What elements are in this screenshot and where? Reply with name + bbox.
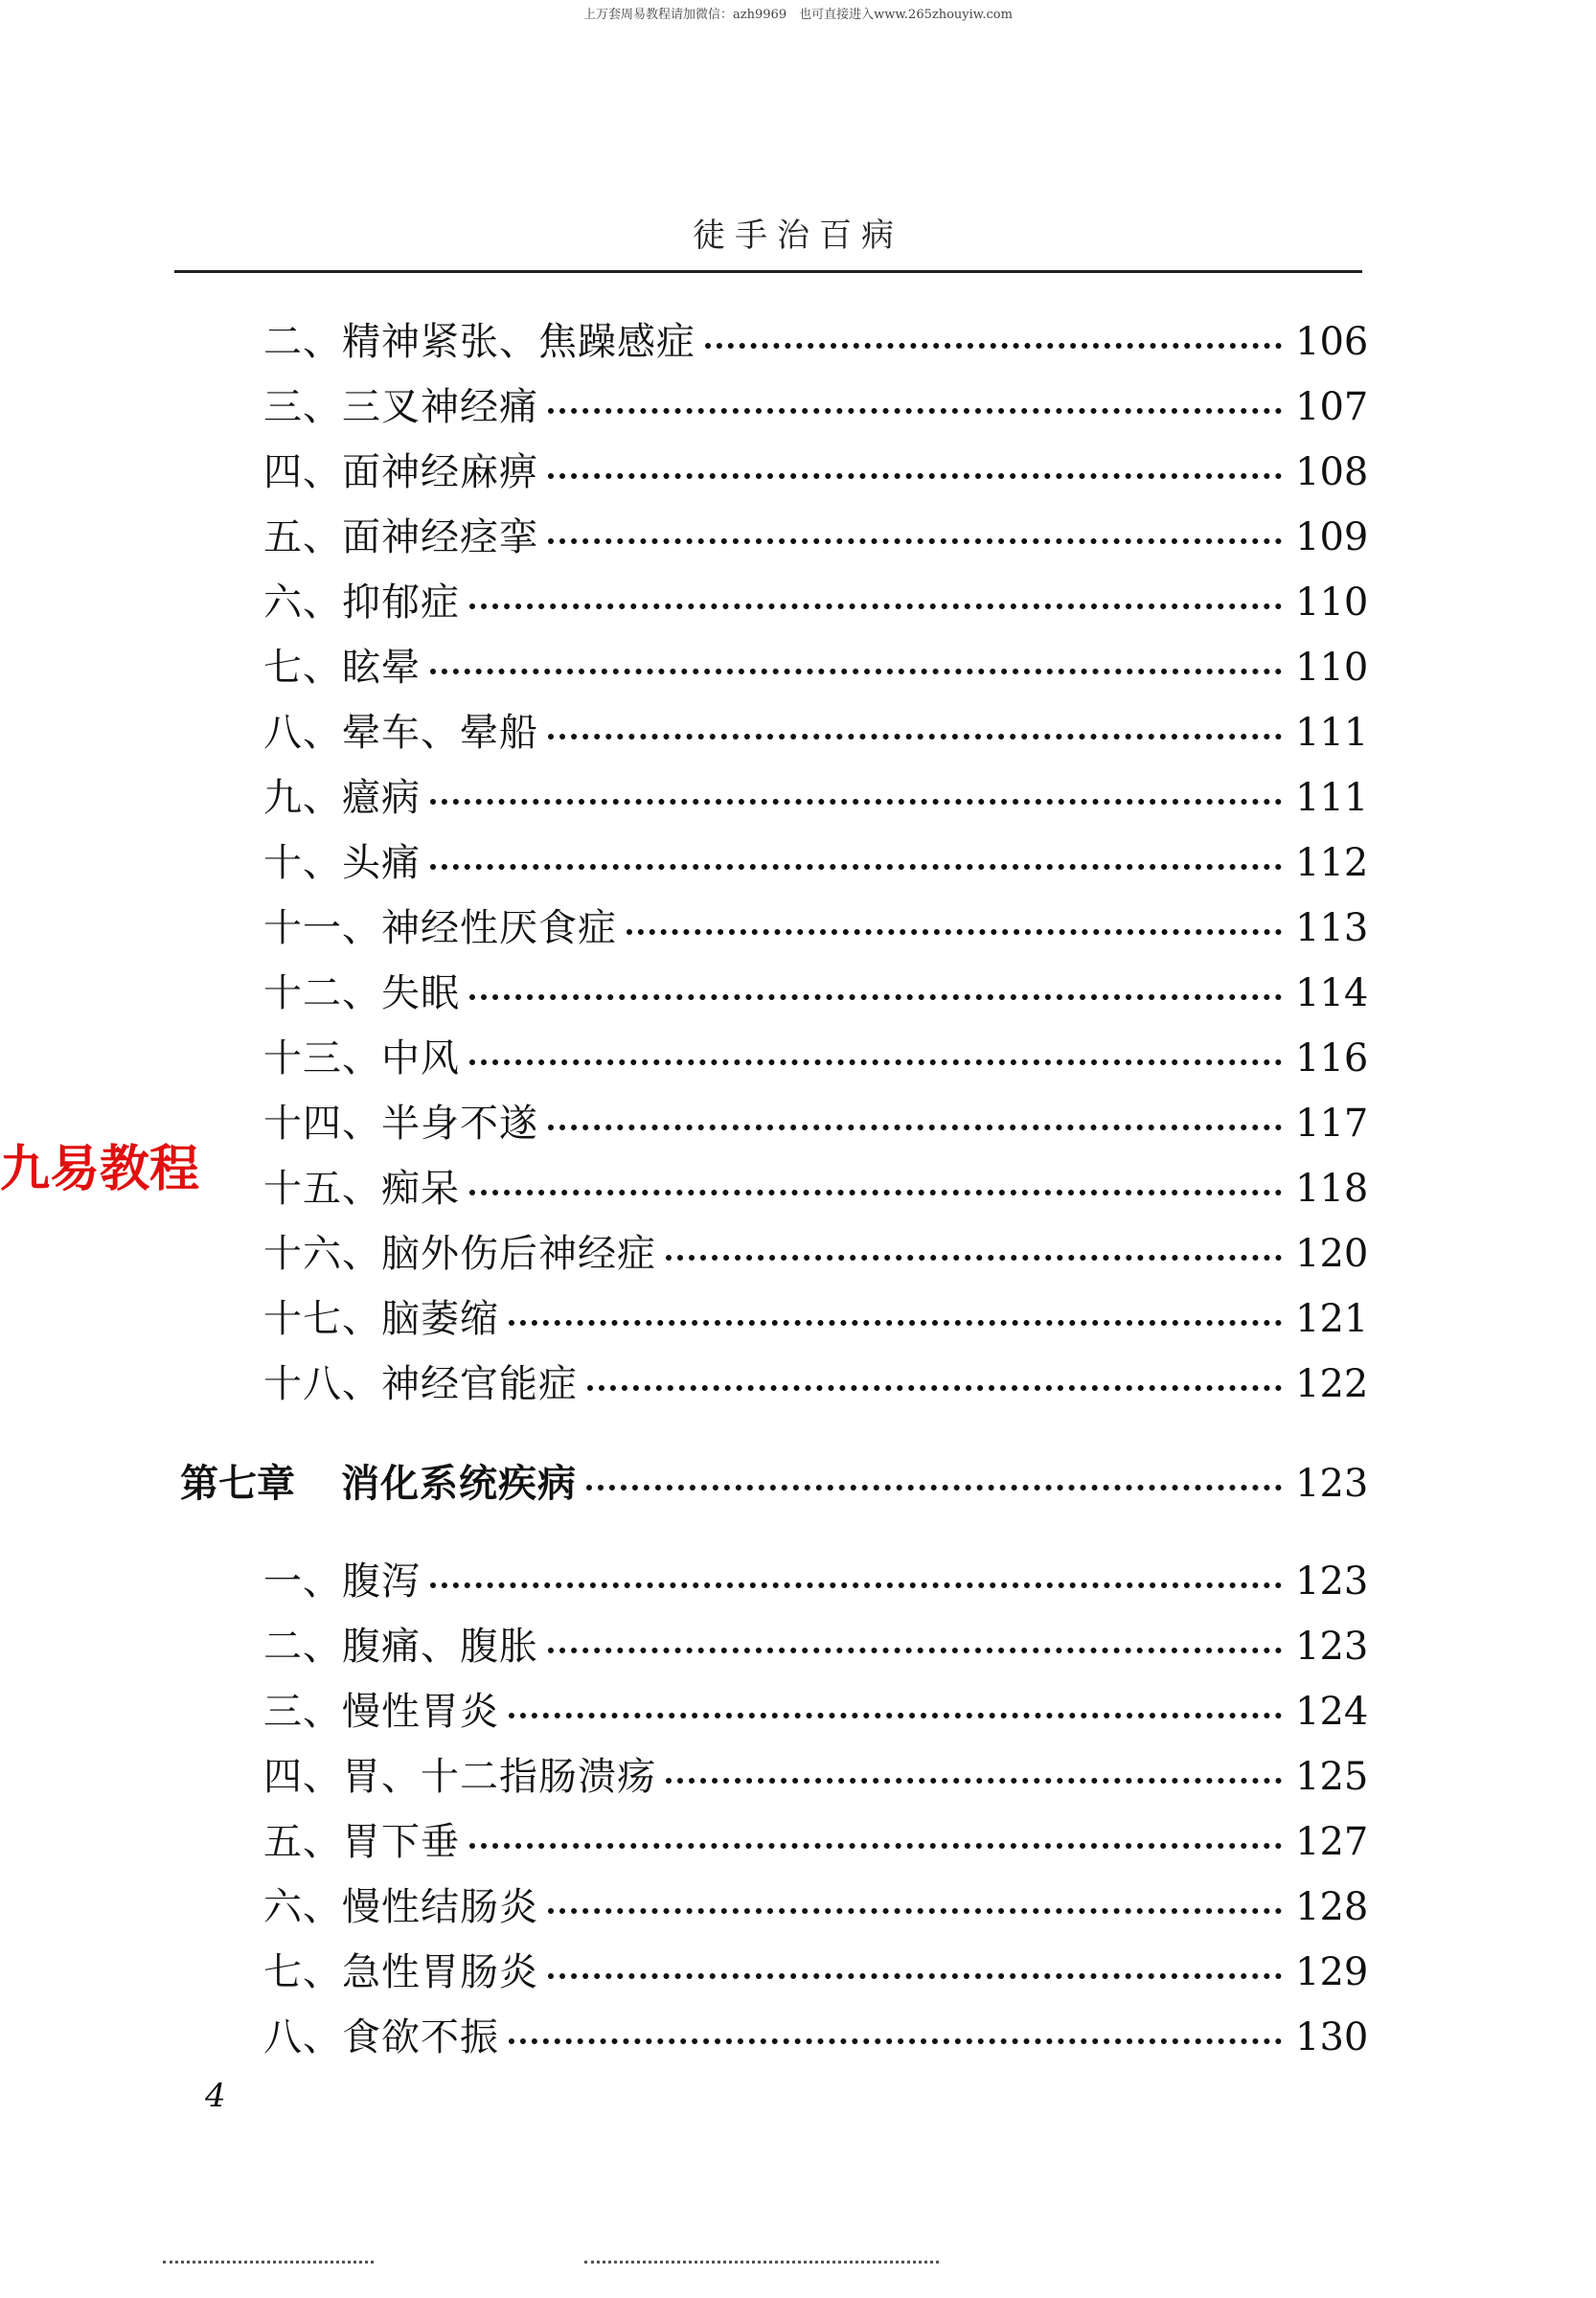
toc-entry-row: [263, 1551, 1369, 1608]
toc-entry-title: 十三、中风: [263, 1036, 460, 1081]
toc-entry-title: 十二、失眠: [263, 971, 460, 1015]
toc-entry-title: 十四、半身不遂: [263, 1102, 538, 1146]
toc-dot-leader: [705, 343, 1282, 349]
toc-entry-row: [263, 1354, 1369, 1411]
toc-entry-title: 十一、神经性厌食症: [263, 906, 617, 950]
toc-entry-title: 五、胃下垂: [263, 1820, 460, 1864]
toc-entry-page: 111: [1295, 711, 1369, 755]
toc-dot-leader: [548, 538, 1282, 544]
toc-entry-page: 108: [1295, 450, 1369, 494]
header-rule: [174, 270, 1362, 273]
toc-entry-row: [263, 1746, 1369, 1804]
toc-dot-leader: [548, 1973, 1282, 1979]
toc-dot-leader: [469, 603, 1282, 609]
toc-dot-leader: [586, 1485, 1282, 1490]
toc-entry-row: [263, 2007, 1369, 2064]
toc-entry-row: [263, 376, 1369, 434]
toc-entry-row: [263, 702, 1369, 760]
toc-entry-title: 二、腹痛、腹胀: [263, 1625, 538, 1669]
toc-entry-page: 121: [1295, 1297, 1369, 1341]
toc-entry-page: 107: [1295, 385, 1369, 429]
toc-dot-leader: [430, 669, 1282, 674]
toc-entry-title: 一、腹泻: [263, 1559, 421, 1604]
toc-dot-leader: [548, 1908, 1282, 1914]
scan-noise-left: [163, 2257, 374, 2264]
toc-entry-row: [263, 1223, 1369, 1281]
toc-entry-row: [263, 1616, 1369, 1673]
toc-entry-row: [263, 1681, 1369, 1739]
toc-entry-page: 106: [1295, 320, 1369, 364]
toc-entry-page: 129: [1295, 1950, 1369, 1994]
toc-dot-leader: [548, 734, 1282, 739]
toc-dot-leader: [430, 1582, 1282, 1588]
toc-entry-title: 七、急性胃肠炎: [263, 1950, 538, 1994]
toc-entry-title: 八、晕车、晕船: [263, 711, 538, 755]
toc-entry-page: 116: [1295, 1036, 1369, 1081]
toc-entry-page: 120: [1295, 1232, 1369, 1276]
toc-dot-leader: [509, 1320, 1282, 1326]
toc-entry-page: 122: [1295, 1362, 1369, 1406]
toc-dot-leader: [430, 799, 1282, 805]
toc-dot-leader: [548, 408, 1282, 414]
toc-dot-leader: [469, 994, 1282, 1000]
toc-dot-leader: [666, 1255, 1282, 1261]
toc-entry-page: 118: [1295, 1167, 1369, 1211]
toc-entry-row: [263, 1811, 1369, 1869]
toc-entry-title: 十五、痴呆: [263, 1167, 460, 1211]
scan-noise-right: [584, 2257, 939, 2264]
toc-entry-title: 六、抑郁症: [263, 580, 460, 625]
toc-dot-leader: [587, 1385, 1282, 1391]
toc-entry-page: 111: [1295, 776, 1369, 820]
toc-dot-leader: [430, 864, 1282, 870]
toc-dot-leader: [548, 1648, 1282, 1653]
toc-entry-title: 三、三叉神经痛: [263, 385, 538, 429]
toc-entry-title: 二、精神紧张、焦躁感症: [263, 320, 695, 364]
toc-chapter-number: 第七章: [180, 1462, 295, 1506]
toc-entry-row: [263, 1942, 1369, 1999]
toc-entry-page: 117: [1295, 1102, 1369, 1146]
toc-dot-leader: [548, 473, 1282, 479]
toc-entry-title: 十、头痛: [263, 841, 421, 885]
page-number: 4: [205, 2077, 226, 2115]
toc-entry-title: 六、慢性结肠炎: [263, 1885, 538, 1929]
top-watermark-text: 上万套周易教程请加微信：azh9969 也可直接进入www.265zhouyiw.com: [583, 8, 1013, 22]
toc-entry-page: 127: [1295, 1820, 1369, 1864]
side-watermark-mark: 九易教程: [0, 1141, 200, 1198]
toc-entry-title: 三、慢性胃炎: [263, 1690, 499, 1734]
toc-entry-row: [263, 1877, 1369, 1934]
toc-entry-title: 四、胃、十二指肠溃疡: [263, 1755, 656, 1799]
toc-chapter-row: [180, 1453, 1369, 1511]
toc-chapter-page: 123: [1295, 1462, 1369, 1506]
toc-entry-page: 124: [1295, 1690, 1369, 1734]
toc-entry-row: [263, 1288, 1369, 1346]
toc-entry-row: [263, 1158, 1369, 1216]
toc-dot-leader: [627, 929, 1282, 935]
toc-entry-row: [263, 507, 1369, 564]
toc-dot-leader: [666, 1778, 1282, 1784]
toc-entry-title: 七、眩晕: [263, 646, 421, 690]
toc-dot-leader: [509, 2038, 1282, 2044]
toc-entry-title: 八、食欲不振: [263, 2015, 499, 2059]
toc-entry-row: [263, 311, 1369, 369]
toc-entry-title: 十六、脑外伤后神经症: [263, 1232, 656, 1276]
toc-dot-leader: [469, 1190, 1282, 1195]
toc-entry-row: [263, 572, 1369, 629]
toc-entry-title: 四、面神经麻痹: [263, 450, 538, 494]
toc-entry-page: 128: [1295, 1885, 1369, 1929]
toc-entry-page: 109: [1295, 515, 1369, 559]
toc-entry-title: 九、癔病: [263, 776, 421, 820]
toc-entry-row: [263, 1028, 1369, 1085]
toc-entry-page: 114: [1295, 971, 1369, 1015]
toc-entry-page: 123: [1295, 1559, 1369, 1604]
toc-entry-title: 五、面神经痉挛: [263, 515, 538, 559]
toc-chapter-title: 消化系统疾病: [341, 1462, 577, 1506]
toc-entry-row: [263, 637, 1369, 694]
toc-entry-row: [263, 898, 1369, 955]
toc-dot-leader: [469, 1059, 1282, 1065]
toc-entry-page: 110: [1295, 580, 1369, 625]
toc-entry-row: [263, 832, 1369, 890]
toc-dot-leader: [509, 1713, 1282, 1718]
toc-entry-page: 123: [1295, 1625, 1369, 1669]
toc-entry-row: [263, 767, 1369, 825]
toc-entry-page: 110: [1295, 646, 1369, 690]
toc-entry-row: [263, 442, 1369, 499]
toc-dot-leader: [548, 1125, 1282, 1130]
toc-entry-page: 113: [1295, 906, 1369, 950]
toc-entry-title: 十七、脑萎缩: [263, 1297, 499, 1341]
toc-entry-page: 130: [1295, 2015, 1369, 2059]
toc-entry-row: [263, 1093, 1369, 1150]
toc-entry-row: [263, 963, 1369, 1020]
toc-dot-leader: [469, 1843, 1282, 1849]
toc-entry-page: 112: [1295, 841, 1369, 885]
toc-entry-title: 十八、神经官能症: [263, 1362, 578, 1406]
toc-entry-page: 125: [1295, 1755, 1369, 1799]
running-head-title: 徒手治百病: [693, 216, 903, 255]
